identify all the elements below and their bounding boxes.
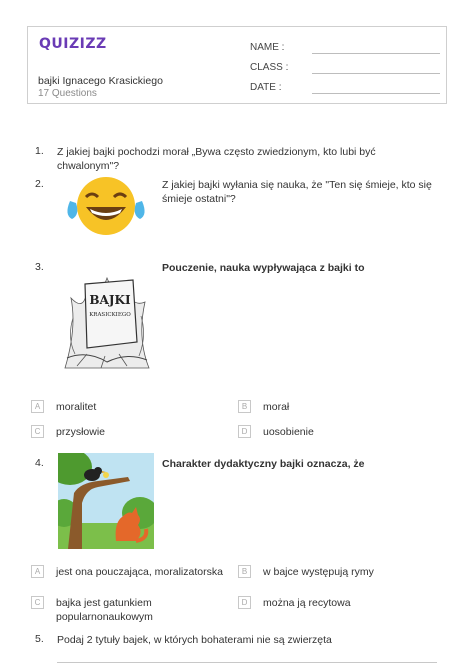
question-4-option-b[interactable] — [238, 565, 374, 579]
bajki-book-illustration — [57, 258, 155, 376]
question-count: 17 Questions — [38, 88, 97, 99]
answer-line[interactable] — [57, 662, 437, 663]
option-text: moralitet — [56, 401, 97, 413]
name-line — [312, 53, 440, 54]
book-cover-title: BAJKI — [89, 293, 131, 307]
question-1-number: 1. — [35, 145, 44, 157]
option-text: jest ona pouczająca, moralizatorska — [56, 566, 223, 578]
class-field[interactable] — [250, 60, 440, 80]
student-info-fields — [250, 40, 440, 100]
option-letter: C — [31, 425, 44, 438]
question-2-number: 2. — [35, 178, 44, 190]
option-text: uosobienie — [263, 426, 314, 438]
question-2-text: Z jakiej bajki wyłania się nauka, że "Ten się śmieje, kto się śmieje ostatni"? — [162, 179, 432, 205]
quizizz-logo: QUIZIZZ — [39, 36, 107, 52]
option-letter: D — [238, 596, 251, 609]
date-field[interactable] — [250, 80, 440, 100]
question-4-option-d[interactable] — [238, 596, 351, 610]
worksheet-title: bajki Ignacego Krasickiego — [38, 75, 163, 87]
option-letter: C — [31, 596, 44, 609]
question-4-option-c[interactable] — [31, 596, 176, 624]
name-label: NAME : — [250, 42, 285, 53]
question-3-option-a[interactable] — [31, 400, 96, 414]
option-letter: A — [31, 565, 44, 578]
option-text: przysłowie — [56, 426, 106, 438]
option-text: można ją recytowa — [263, 597, 351, 609]
book-cover-subtitle: KRASICKIEGO — [89, 312, 131, 318]
class-label: CLASS : — [250, 62, 289, 73]
question-3-option-d[interactable] — [238, 425, 314, 439]
option-letter: B — [238, 565, 251, 578]
option-letter: B — [238, 400, 251, 413]
worksheet-header — [27, 26, 447, 104]
question-5-number: 5. — [35, 633, 44, 645]
question-1-text: Z jakiej bajki pochodzi morał „Bywa często zwiedzionym, kto lubi być chwalonym"? — [57, 146, 376, 172]
date-label: DATE : — [250, 82, 282, 93]
question-3-option-c[interactable] — [31, 425, 105, 439]
question-5-text: Podaj 2 tytuły bajek, w których bohaterami nie są zwierzęta — [57, 634, 332, 646]
question-4-option-a[interactable] — [31, 565, 226, 579]
question-3-option-b[interactable] — [238, 400, 289, 414]
date-line — [312, 93, 440, 94]
question-3-text: Pouczenie, nauka wypływająca z bajki to — [162, 262, 365, 274]
question-4-text: Charakter dydaktyczny bajki oznacza, że — [162, 458, 365, 470]
crow-and-fox-illustration — [58, 453, 154, 549]
question-3-number: 3. — [35, 261, 44, 273]
class-line — [312, 73, 440, 74]
option-letter: D — [238, 425, 251, 438]
question-4-number: 4. — [35, 457, 44, 469]
laughing-emoji-icon — [60, 175, 152, 237]
option-text: morał — [263, 401, 290, 413]
option-letter: A — [31, 400, 44, 413]
option-text: w bajce występują rymy — [263, 566, 374, 578]
option-text: bajka jest gatunkiem popularnonaukowym — [56, 597, 153, 623]
name-field[interactable] — [250, 40, 440, 60]
